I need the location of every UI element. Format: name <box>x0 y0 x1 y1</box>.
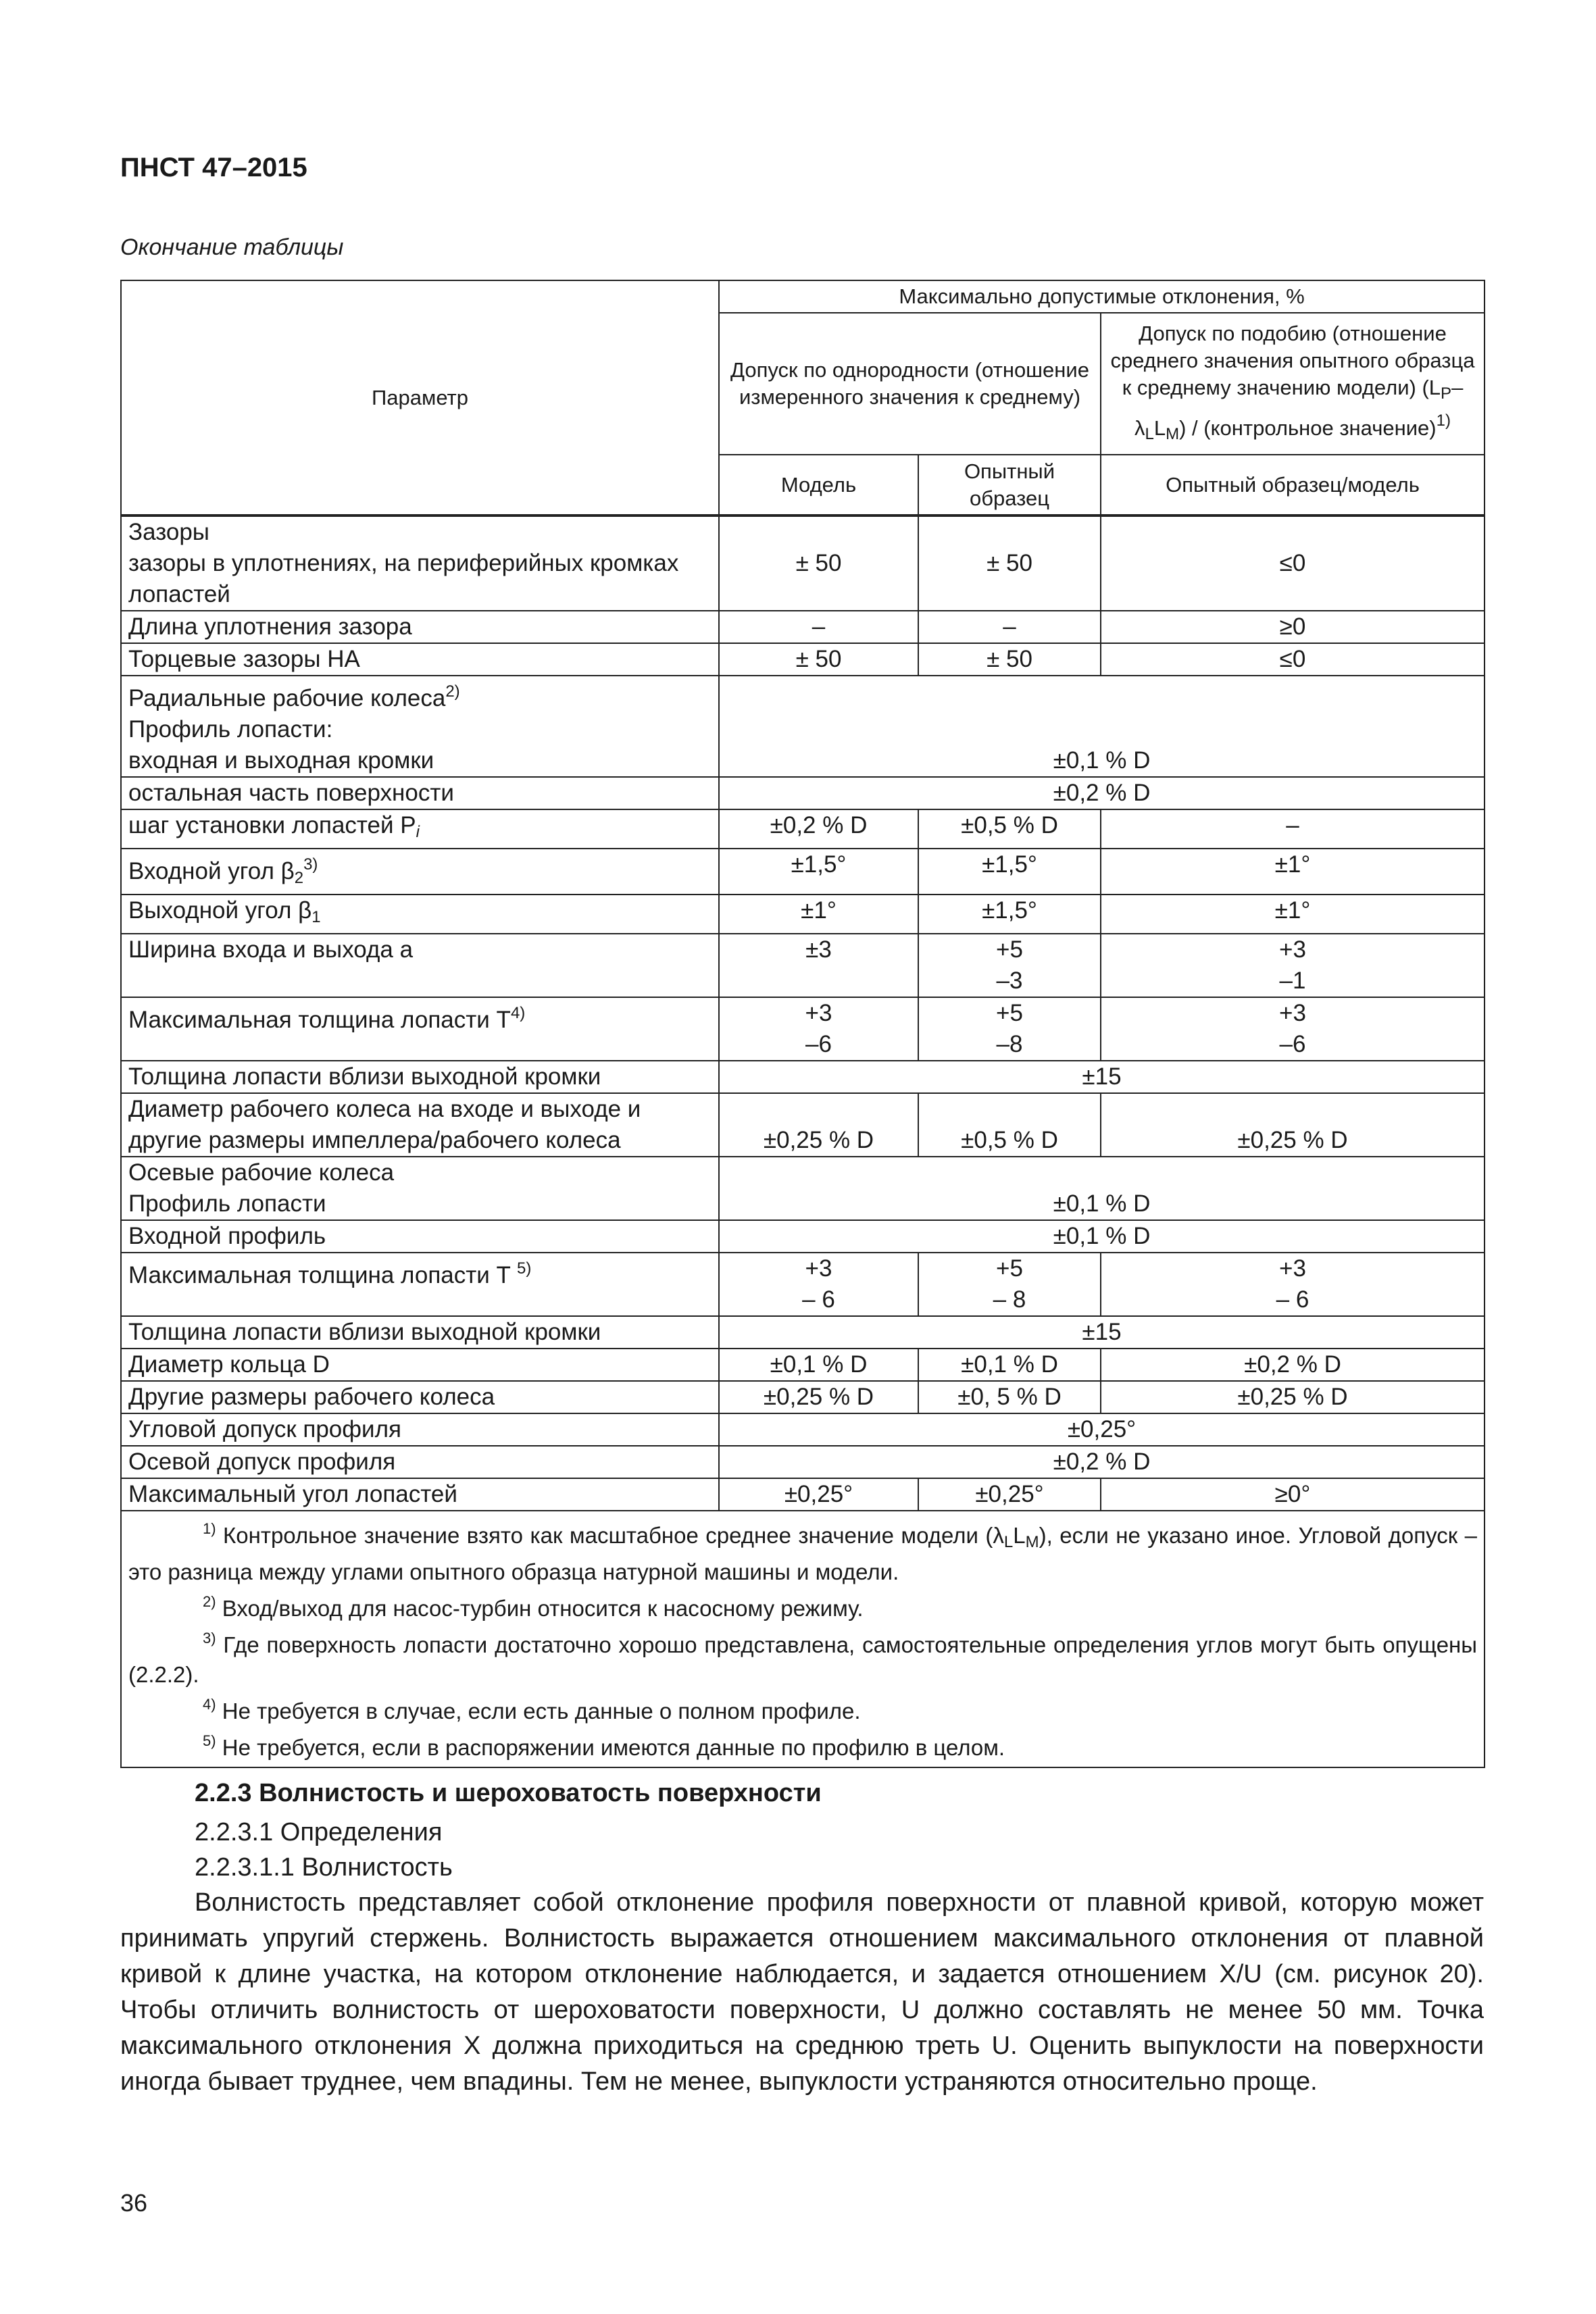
cell-prototype: ±0,25° <box>918 1478 1101 1511</box>
table-row <box>121 643 1485 676</box>
cell-ratio: +3 –1 <box>1101 934 1485 997</box>
cell-prototype: ± 50 <box>918 643 1101 676</box>
table-row <box>121 849 1485 895</box>
row-label: Толщина лопасти вблизи выходной кромки <box>121 1316 719 1349</box>
cell-ratio: – <box>1101 809 1485 849</box>
cell-prototype: ± 50 <box>918 515 1101 611</box>
footnote-5: $^{5)}$ Не требуется, если в распоряжении имеются данные по профилю в целом. <box>203 1732 1005 1760</box>
cell-ratio: ±0,25 % D <box>1101 1093 1485 1157</box>
cell-ratio: +3 –6 <box>1101 997 1485 1061</box>
table-row <box>121 1349 1485 1381</box>
cell-model: ±3 <box>719 934 918 997</box>
table-row <box>121 809 1485 849</box>
cell-model: +3 – 6 <box>719 1253 918 1316</box>
subsection-waviness: 2.2.3.1.1 Волнистость <box>195 1853 453 1882</box>
header-prototype: Опытный образец <box>918 455 1101 515</box>
row-label: Торцевые зазоры НА <box>121 643 719 676</box>
cell-ratio: ≤0 <box>1101 643 1485 676</box>
body-paragraph: Волнистость представляет собой отклонение профиля поверхности от плавной кривой, которую может принимать упругий стержень. Волнистость выражается отношением максимального отклонения от плавной кривой к длине участка, на котором отклонение наблюдается, и задается отношением X/U (см. рисунок 20). Чтобы отличить волнистость от шероховатости поверхности, U должно составлять не менее 50 мм. Точка максимального отклонения X должна приходиться на среднюю треть U. Оценить выпуклости на поверхности иногда бывает труднее, чем впадины. Тем не менее, выпуклости устраняются относительно проще. <box>120 1888 1484 2096</box>
row-label: остальная часть поверхности <box>121 777 719 809</box>
cell-model: ±1,5° <box>719 849 918 895</box>
cell-ratio: ±1° <box>1101 895 1485 934</box>
row-label: Входной угол $\beta_2^{3)}$ <box>121 849 719 895</box>
table-row <box>121 1220 1485 1253</box>
subsection-definitions: 2.2.3.1 Определения <box>195 1818 443 1846</box>
cell-ratio: ±0,2 % D <box>1101 1349 1485 1381</box>
table-row <box>121 1061 1485 1093</box>
row-label: Радиальные рабочие колеса$^{2)}$ Профиль лопасти: входная и выходная кромки <box>121 676 719 777</box>
cell-prototype: ±0,5 % D <box>918 809 1101 849</box>
header-parameter: Параметр <box>121 280 719 515</box>
table-row <box>121 676 1485 777</box>
row-label: Другие размеры рабочего колеса <box>121 1381 719 1413</box>
cell-merged: ±0,1 % D <box>719 676 1485 777</box>
header-group: Максимально допустимые отклонения, % <box>719 280 1485 313</box>
row-label: Осевой допуск профиля <box>121 1446 719 1478</box>
table-row <box>121 895 1485 934</box>
cell-merged: ±15 <box>719 1316 1485 1349</box>
table-row <box>121 1381 1485 1413</box>
cell-prototype: +5 –3 <box>918 934 1101 997</box>
cell-ratio: +3 – 6 <box>1101 1253 1485 1316</box>
cell-merged: ±15 <box>719 1061 1485 1093</box>
cell-model: ±0,25 % D <box>719 1381 918 1413</box>
footnote-3: $^{3)}$ Где поверхность лопасти достаточно хорошо представлена, самостоятельные определения углов могут быть опущены (2.2.2). <box>128 1630 1477 1687</box>
page-number: 36 <box>120 2189 148 2217</box>
footnote-2: $^{2)}$ Вход/выход для насос-турбин относится к насосному режиму. <box>203 1593 864 1621</box>
tolerance-table <box>120 280 1485 1768</box>
cell-merged: ±0,2 % D <box>719 777 1485 809</box>
header-homogeneity: Допуск по однородности (отношение измеренного значения к среднему) <box>719 313 1101 455</box>
table-row <box>121 997 1485 1061</box>
table-row <box>121 1413 1485 1446</box>
footnote-1: $^{1)}$ Контрольное значение взято как масштабное среднее значение модели $(\lambda_LL_M)$, если не указано иное. Угловой допуск – это разница между углами опытного образца натурной машины и модели. <box>128 1520 1477 1584</box>
row-label: Угловой допуск профиля <box>121 1413 719 1446</box>
cell-model: ±1° <box>719 895 918 934</box>
row-label: Осевые рабочие колеса Профиль лопасти <box>121 1157 719 1220</box>
table-caption: Окончание таблицы <box>120 234 344 260</box>
cell-model: ±0,25° <box>719 1478 918 1511</box>
row-label: Ширина входа и выхода a <box>121 934 719 997</box>
cell-prototype: ±1,5° <box>918 895 1101 934</box>
cell-prototype: ±0,5 % D <box>918 1093 1101 1157</box>
table-row <box>121 1316 1485 1349</box>
table-notes-row <box>121 1511 1485 1767</box>
cell-ratio: ≥0° <box>1101 1478 1485 1511</box>
cell-model: ±0,2 % D <box>719 809 918 849</box>
table-row <box>121 1446 1485 1478</box>
row-label: Выходной угол $\beta_1$ <box>121 895 719 934</box>
cell-prototype: ±1,5° <box>918 849 1101 895</box>
cell-merged: ±0,2 % D <box>719 1446 1485 1478</box>
header-similarity: Допуск по подобию (отношение среднего значения опытного образца к среднему значению модели) $(L_P-\lambda_LL_M)$ / (контрольное значение)$^{1)}$ <box>1101 313 1485 455</box>
cell-model: – <box>719 611 918 643</box>
table-row <box>121 1157 1485 1220</box>
row-label: Диаметр кольца D <box>121 1349 719 1381</box>
cell-ratio: ±1° <box>1101 849 1485 895</box>
table-notes <box>121 1511 1485 1767</box>
section-title: 2.2.3 Волнистость и шероховатость поверхности <box>195 1779 822 1807</box>
cell-model: ± 50 <box>719 643 918 676</box>
cell-model: ±0,25 % D <box>719 1093 918 1157</box>
header-model: Модель <box>719 455 918 515</box>
row-label: Максимальная толщина лопасти $T^{4)}$ <box>121 997 719 1061</box>
footnote-4: $^{4)}$ Не требуется в случае, если есть данные о полном профиле. <box>203 1696 861 1724</box>
cell-model: ±0,1 % D <box>719 1349 918 1381</box>
header-ratio: Опытный образец/модель <box>1101 455 1485 515</box>
row-label: Входной профиль <box>121 1220 719 1253</box>
cell-ratio: ±0,25 % D <box>1101 1381 1485 1413</box>
cell-prototype: – <box>918 611 1101 643</box>
row-label: Максимальная толщина лопасти T $^{5)}$ <box>121 1253 719 1316</box>
table-row <box>121 1478 1485 1511</box>
cell-model: +3 –6 <box>719 997 918 1061</box>
cell-prototype: ±0, 5 % D <box>918 1381 1101 1413</box>
table-row <box>121 934 1485 997</box>
row-label: Длина уплотнения зазора <box>121 611 719 643</box>
cell-merged: ±0,25° <box>719 1413 1485 1446</box>
cell-model: ± 50 <box>719 515 918 611</box>
cell-prototype: +5 – 8 <box>918 1253 1101 1316</box>
row-label: Диаметр рабочего колеса на входе и выходе и другие размеры импеллера/рабочего колеса <box>121 1093 719 1157</box>
row-label: Максимальный угол лопастей <box>121 1478 719 1511</box>
row-label: шаг установки лопастей $P_i$ <box>121 809 719 849</box>
cell-merged: ±0,1 % D <box>719 1220 1485 1253</box>
table-row <box>121 1093 1485 1157</box>
cell-ratio: ≥0 <box>1101 611 1485 643</box>
table-row <box>121 611 1485 643</box>
table-row <box>121 1253 1485 1316</box>
document-code: ПНСТ 47–2015 <box>120 153 307 182</box>
cell-merged: ±0,1 % D <box>719 1157 1485 1220</box>
cell-prototype: +5 –8 <box>918 997 1101 1061</box>
cell-ratio: ≤0 <box>1101 515 1485 611</box>
table-row <box>121 777 1485 809</box>
cell-prototype: ±0,1 % D <box>918 1349 1101 1381</box>
table-row <box>121 515 1485 611</box>
row-label: Зазоры зазоры в уплотнениях, на периферийных кромках лопастей <box>121 515 719 611</box>
row-label: Толщина лопасти вблизи выходной кромки <box>121 1061 719 1093</box>
